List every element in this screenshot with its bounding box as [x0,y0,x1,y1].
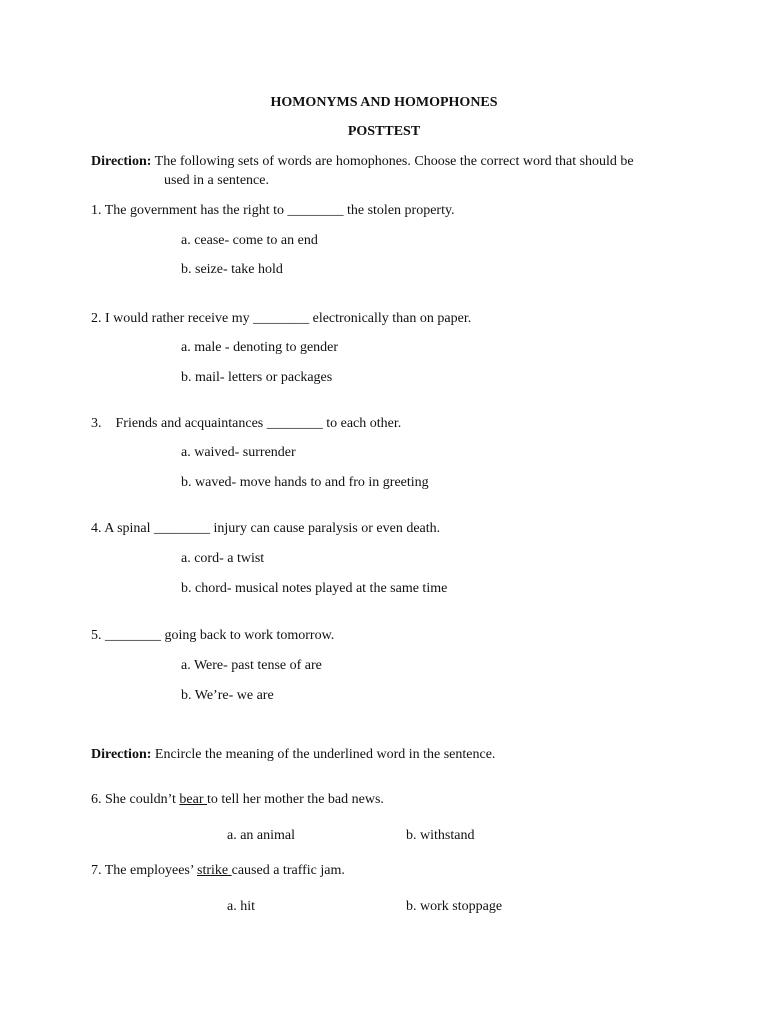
page-subtitle: POSTTEST [347,124,421,139]
question-3-blank: ________ [266,416,323,431]
question-5-text-after: going back to work tomorrow. [161,628,335,643]
question-4-option-a[interactable]: a. cord- a twist [181,551,265,566]
direction-1 [91,153,634,171]
question-7-option-b[interactable]: b. work stoppage [406,899,503,914]
question-6-text-after: to tell her mother the bad news. [207,792,384,807]
question-2-option-a[interactable]: a. male - denoting to gender [181,340,339,355]
question-4-option-b[interactable]: b. chord- musical notes played at the same time [181,581,448,596]
question-1 [91,202,455,220]
question-2 [91,310,471,328]
page-title: HOMONYMS AND HOMOPHONES [270,95,498,110]
question-3-text-after: to each other. [322,416,402,431]
direction-1-text: The following sets of words are homophones. Choose the correct word that should be [151,154,634,169]
question-4-blank: ________ [154,521,211,536]
question-4 [91,520,440,538]
question-7-option-a[interactable]: a. hit [227,899,255,914]
question-1-blank: ________ [287,203,344,218]
direction-1-continuation: used in a sentence. [164,173,269,188]
question-6-underlined-word: bear [179,792,207,807]
question-7-text-before: 7. The employees’ [91,863,198,878]
question-4-text-after: injury can cause paralysis or even death. [210,521,441,536]
question-1-text-before: 1. The government has the right to [91,203,288,218]
direction-1-label: Direction: [91,154,152,169]
direction-2-text: Encircle the meaning of the underlined word in the sentence. [151,747,496,762]
question-7 [91,862,345,880]
question-1-option-a[interactable]: a. cease- come to an end [181,233,318,248]
question-5 [91,627,334,645]
question-2-option-b[interactable]: b. mail- letters or packages [181,370,333,385]
direction-2 [91,746,495,764]
question-6 [91,791,384,809]
question-6-option-a[interactable]: a. an animal [227,828,296,843]
question-7-text-after: caused a traffic jam. [231,863,345,878]
question-5-option-a[interactable]: a. Were- past tense of are [181,658,322,673]
question-2-text-after: electronically than on paper. [309,311,472,326]
question-4-text-before: 4. A spinal [91,521,155,536]
direction-2-label: Direction: [91,747,152,762]
question-3-option-a[interactable]: a. waived- surrender [181,445,296,460]
question-7-underlined-word: strike [197,863,232,878]
question-1-text-after: the stolen property. [343,203,455,218]
question-6-text-before: 6. She couldn’t [91,792,180,807]
question-5-option-b[interactable]: b. We’re- we are [181,688,274,703]
question-5-text-before: 5. [91,628,105,643]
question-5-blank: ________ [105,628,161,643]
question-1-option-b[interactable]: b. seize- take hold [181,262,283,277]
question-3 [91,415,401,433]
question-2-blank: ________ [253,311,310,326]
question-3-option-b[interactable]: b. waved- move hands to and fro in greeting [181,475,429,490]
question-6-option-b[interactable]: b. withstand [406,828,475,843]
question-2-text-before: 2. I would rather receive my [91,311,254,326]
question-3-text-before: 3. Friends and acquaintances [91,416,267,431]
